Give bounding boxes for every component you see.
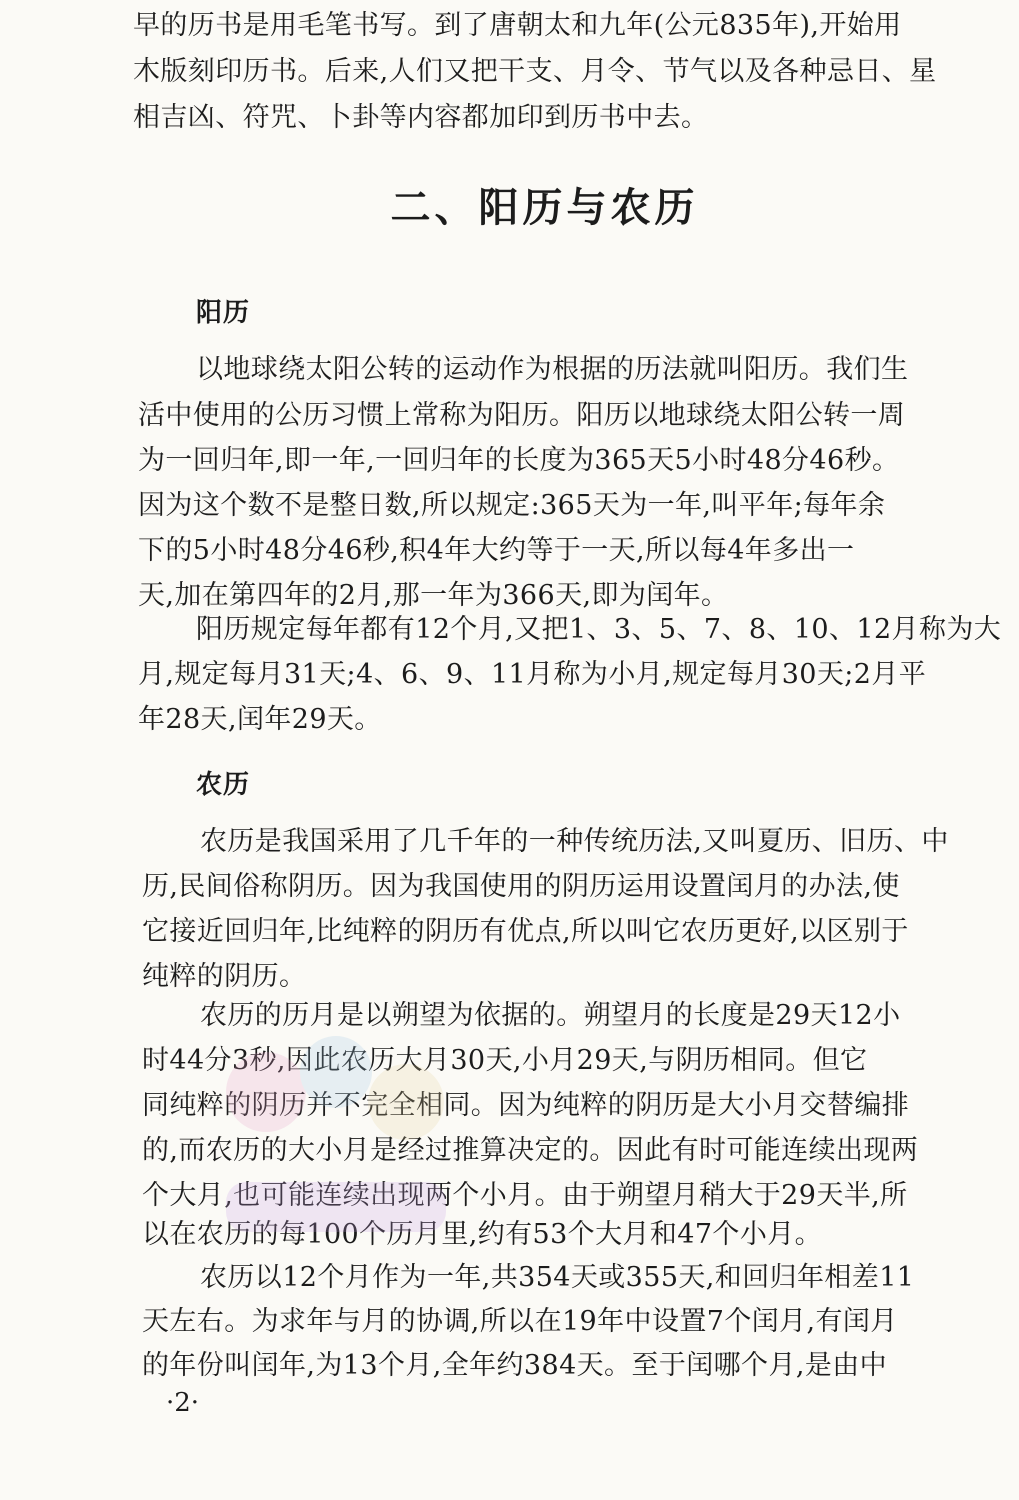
section-title: 二、阳历与农历	[390, 184, 699, 231]
solar-line-1: 以地球绕太阳公转的运动作为根据的历法就叫阳历。我们生	[196, 354, 909, 385]
lunar-line-8: 的,而农历的大小月是经过推算决定的。因此有时可能连续出现两	[142, 1135, 919, 1166]
solar-line-9: 年28天,闰年29天。	[138, 704, 382, 735]
lunar-line-13: 的年份叫闰年,为13个月,全年约384天。至于闰哪个月,是由中	[142, 1350, 888, 1381]
lunar-line-1: 农历是我国采用了几千年的一种传统历法,又叫夏历、旧历、中	[200, 826, 949, 857]
lunar-line-5: 农历的历月是以朔望为依据的。朔望月的长度是29天12小	[200, 1000, 901, 1031]
lunar-line-10: 以在农历的每100个历月里,约有53个大月和47个小月。	[142, 1219, 823, 1250]
lunar-line-12: 天左右。为求年与月的协调,所以在19年中设置7个闰月,有闰月	[142, 1306, 898, 1337]
solar-line-7: 阳历规定每年都有12个月,又把1、3、5、7、8、10、12月称为大	[196, 614, 1002, 645]
intro-line-3: 相吉凶、符咒、卜卦等内容都加印到历书中去。	[133, 102, 709, 133]
intro-line-1: 早的历书是用毛笔书写。到了唐朝太和九年(公元835年),开始用	[133, 10, 902, 41]
solar-line-8: 月,规定每月31天;4、6、9、11月称为小月,规定每月30天;2月平	[138, 659, 927, 690]
lunar-line-9: 个大月,也可能连续出现两个小月。由于朔望月稍大于29天半,所	[142, 1180, 908, 1211]
lunar-line-11: 农历以12个月作为一年,共354天或355天,和回归年相差11	[200, 1262, 915, 1293]
solar-heading: 阳历	[196, 298, 251, 328]
lunar-line-3: 它接近回归年,比纯粹的阴历有优点,所以叫它农历更好,以区别于	[142, 916, 909, 947]
lunar-line-6: 时44分3秒,因此农历大月30天,小月29天,与阴历相同。但它	[142, 1045, 868, 1076]
lunar-heading: 农历	[196, 770, 251, 800]
solar-line-2: 活中使用的公历习惯上常称为阳历。阳历以地球绕太阳公转一周	[138, 400, 906, 431]
lunar-line-2: 历,民间俗称阴历。因为我国使用的阴历运用设置闰月的办法,使	[142, 871, 900, 902]
lunar-line-7: 同纯粹的阴历并不完全相同。因为纯粹的阴历是大小月交替编排	[142, 1090, 910, 1121]
solar-line-6: 天,加在第四年的2月,那一年为366天,即为闰年。	[138, 580, 729, 611]
solar-line-5: 下的5小时48分46秒,积4年大约等于一天,所以每4年多出一	[138, 535, 855, 566]
page-number: ·2·	[166, 1388, 200, 1418]
watermark-logo-icon	[196, 1032, 476, 1272]
intro-line-2: 木版刻印历书。后来,人们又把干支、月令、节气以及各种忌日、星	[133, 56, 937, 87]
solar-line-3: 为一回归年,即一年,一回归年的长度为365天5小时48分46秒。	[138, 445, 900, 476]
solar-line-4: 因为这个数不是整日数,所以规定:365天为一年,叫平年;每年余	[138, 490, 886, 521]
lunar-line-4: 纯粹的阴历。	[142, 961, 307, 992]
